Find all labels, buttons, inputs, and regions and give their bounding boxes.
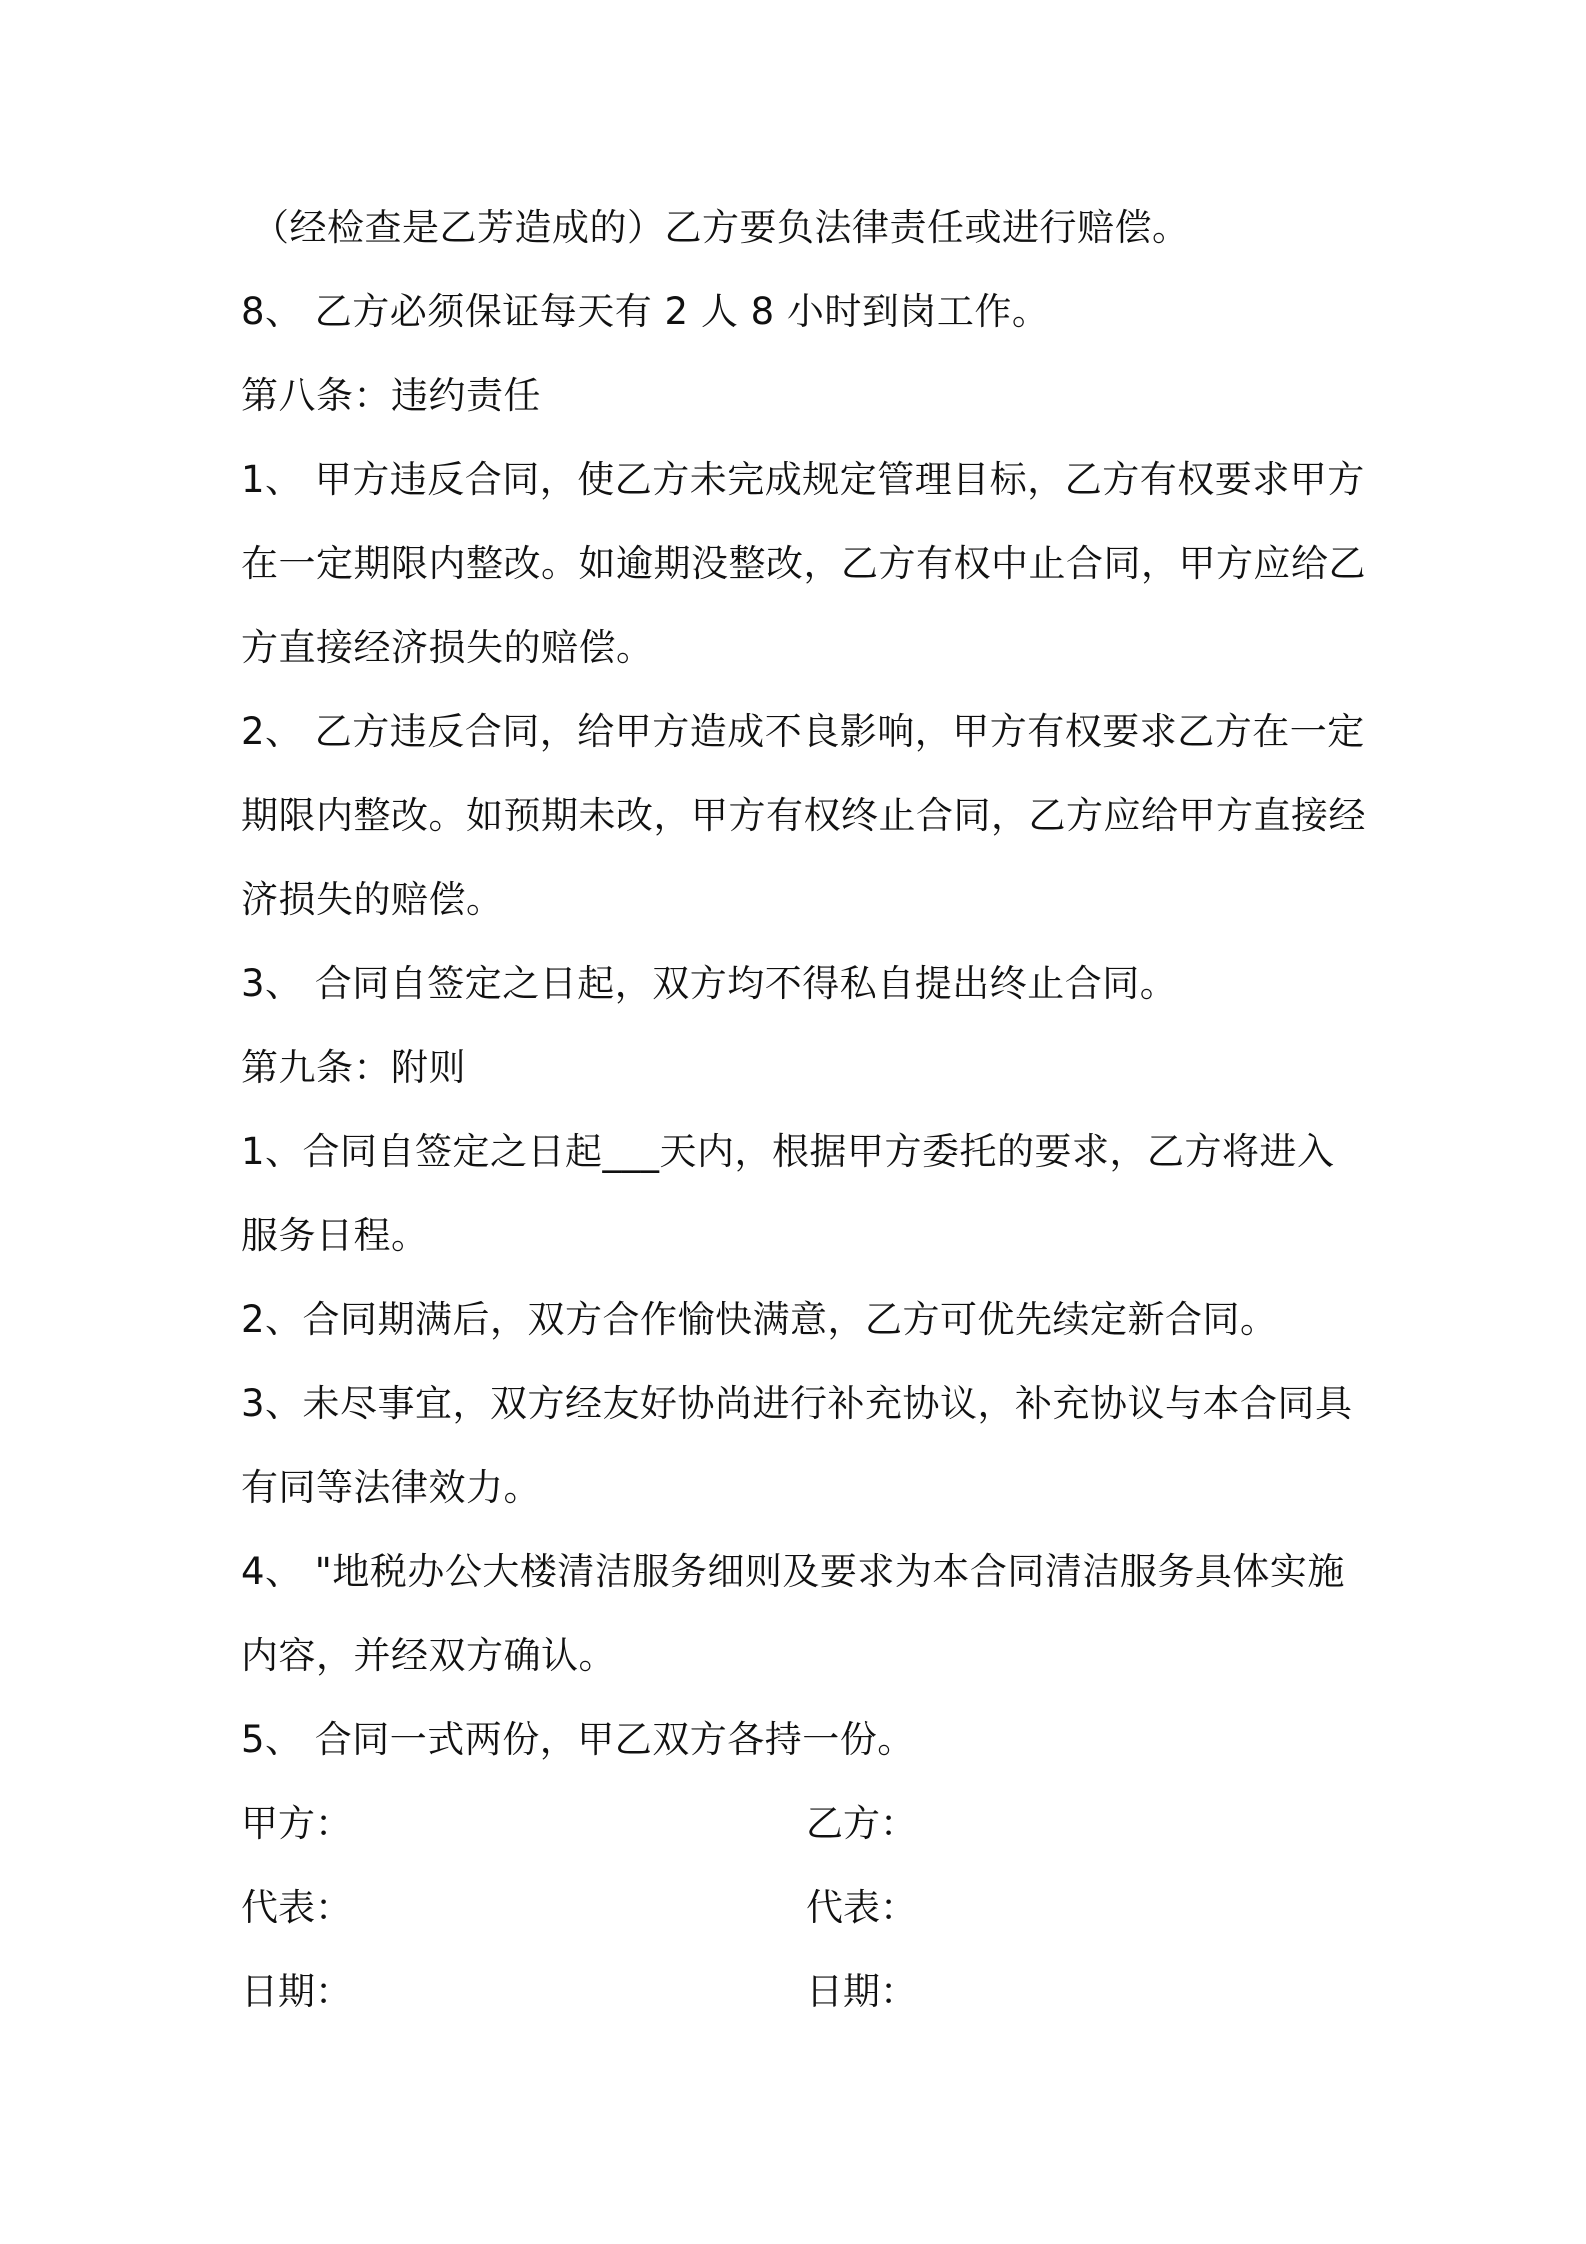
text-line-5: 在一定期限内整改。如逾期没整改，乙方有权中止合同，甲方应给乙 <box>241 542 1366 585</box>
text-line-12: 1、合同自签定之日起___天内，根据甲方委托的要求，乙方将进入 <box>241 1130 1335 1173</box>
text-line-18: 内容，并经双方确认。 <box>241 1634 616 1677</box>
text-line-13: 服务日程。 <box>241 1214 429 1257</box>
representative-a-label: 代表： <box>241 1886 352 1929</box>
section-heading-article-9: 第九条：附则 <box>241 1046 466 1089</box>
date-a-label: 日期： <box>241 1970 352 2013</box>
date-b-label: 日期： <box>806 1970 917 2013</box>
representative-b-label: 代表： <box>806 1886 917 1929</box>
text-line-19: 5、 合同一式两份，甲乙双方各持一份。 <box>241 1718 915 1761</box>
text-line-1: （经检查是乙芳造成的）乙方要负法律责任或进行赔偿。 <box>252 206 1190 249</box>
party-a-label: 甲方： <box>241 1802 352 1845</box>
text-line-6: 方直接经济损失的赔偿。 <box>241 626 654 669</box>
section-heading-article-8: 第八条：违约责任 <box>241 374 541 417</box>
text-line-7: 2、 乙方违反合同，给甲方造成不良影响，甲方有权要求乙方在一定 <box>241 710 1365 753</box>
party-b-label: 乙方： <box>806 1802 917 1845</box>
text-line-8: 期限内整改。如预期未改，甲方有权终止合同，乙方应给甲方直接经 <box>241 794 1366 837</box>
text-line-10: 3、 合同自签定之日起，双方均不得私自提出终止合同。 <box>241 962 1178 1005</box>
text-line-9: 济损失的赔偿。 <box>241 878 504 921</box>
text-line-15: 3、未尽事宜，双方经友好协尚进行补充协议，补充协议与本合同具 <box>241 1382 1353 1425</box>
text-line-2: 8、 乙方必须保证每天有 2 人 8 小时到岗工作。 <box>241 290 1050 333</box>
text-line-16: 有同等法律效力。 <box>241 1466 541 1509</box>
text-line-17: 4、 "地税办公大楼清洁服务细则及要求为本合同清洁服务具体实施 <box>241 1550 1345 1593</box>
text-line-14: 2、合同期满后，双方合作愉快满意，乙方可优先续定新合同。 <box>241 1298 1278 1341</box>
text-line-4: 1、 甲方违反合同，使乙方未完成规定管理目标，乙方有权要求甲方 <box>241 458 1365 501</box>
